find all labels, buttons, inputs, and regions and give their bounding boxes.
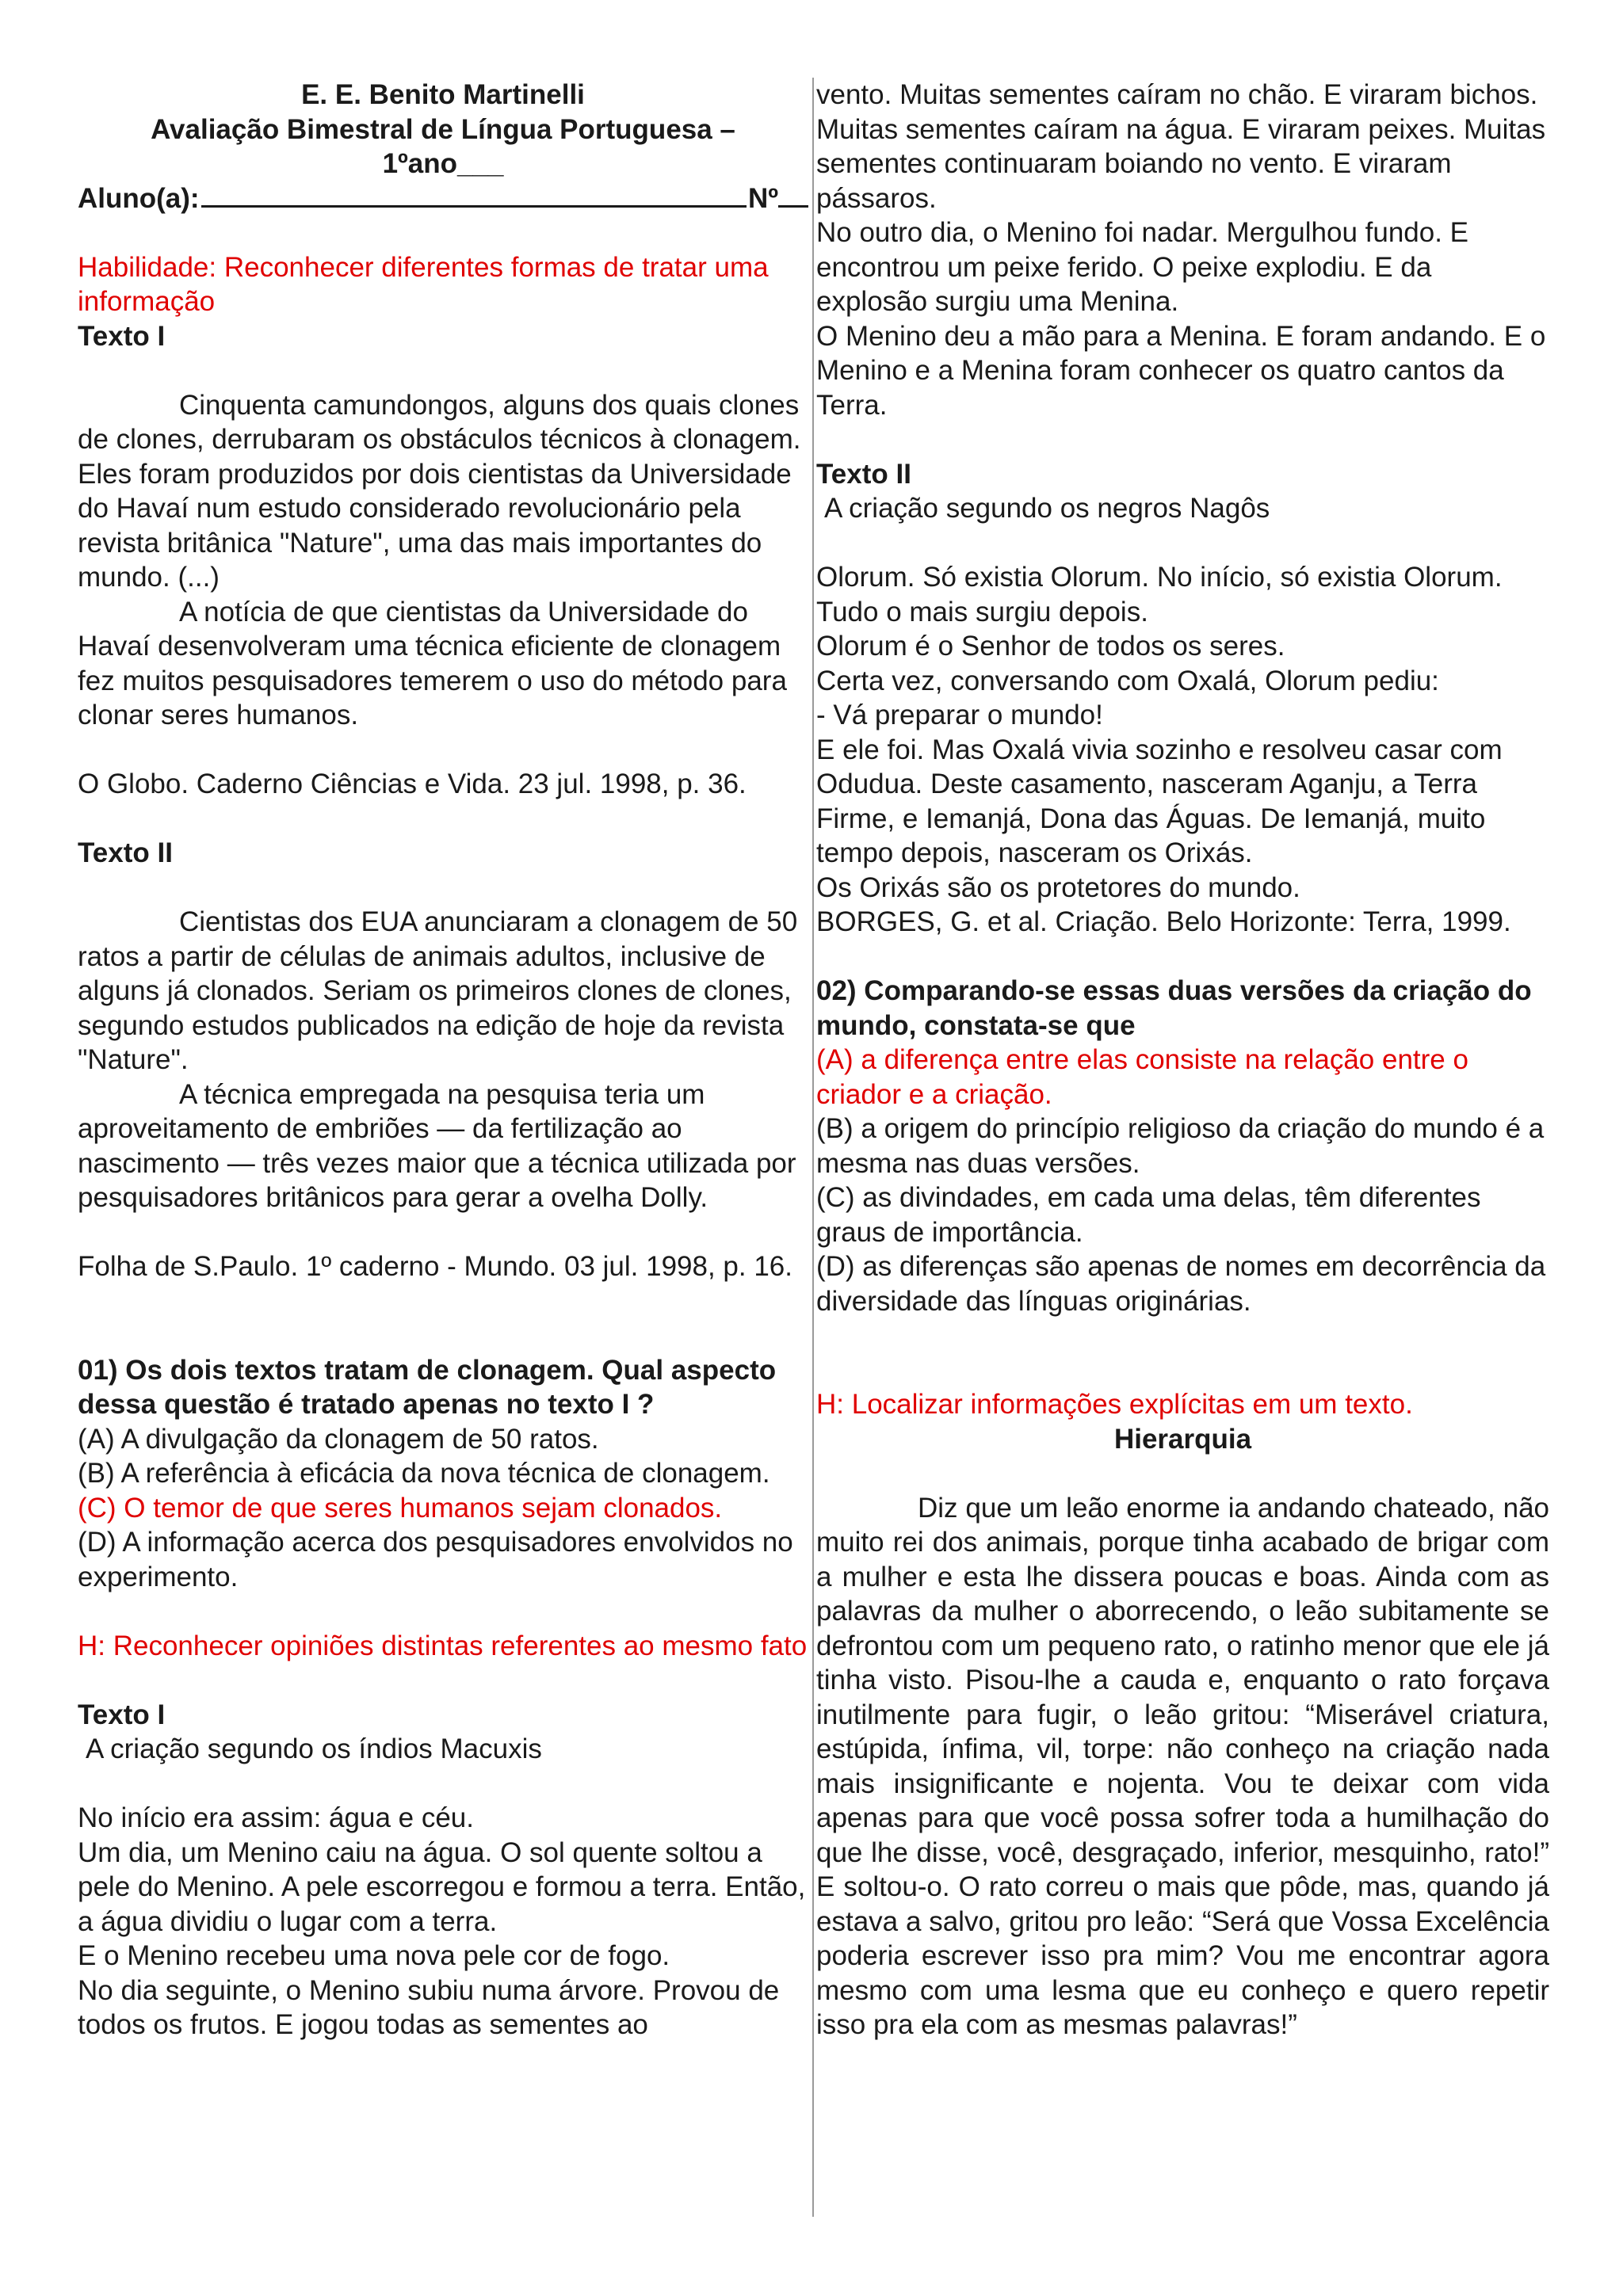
creation-text-2-line: - Vá preparar o mundo! <box>816 700 1103 730</box>
creation-text-1-title: Texto I <box>78 1699 166 1730</box>
text-2-source: Folha de S.Paulo. 1º caderno - Mundo. 03 jul. 1998, p. 16. <box>78 1251 792 1282</box>
text-1-source: O Globo. Caderno Ciências e Vida. 23 jul. 1998, p. 36. <box>78 769 747 799</box>
story-paragraph: Diz que um leão enorme ia andando chateado, não muito rei dos animais, porque tinha acabado de brigar com a mulher e esta lhe dissera poucas e boas. Ainda com as palavras da mulher o aborrecendo, o leão subitamente se defrontou com um pequeno rato, o ratinho menor que ele já tinha visto. Pisou-lhe a cauda e, enquanto o rato forçava inutilmente para fugir, o leão gritou: “Miserável criatura, estúpida, ínfima, vil, torpe: não conheço na criação nada mais insignificante e nojenta. Vou te deixar com vida apenas para que você possa sofrer toda a humilhação do que lhe disse, você, desgraçado, inferior, mesquinho, rato!” E soltou-o. O rato correu o mais que pôde, mas, quando já estava a salvo, gritou pro leão: “Será que Vossa Excelência poderia escrever isso pra mim? Vou me encontrar agora mesmo com uma lesma que eu conheço e quero repetir isso pra ela com as mesmas palavras!” <box>816 1492 1549 2040</box>
student-name-field[interactable] <box>201 181 747 208</box>
question-2-option-a: (A) a diferença entre elas consiste na relação entre o criador e a criação. <box>816 1044 1468 1110</box>
creation-text-1-line: No início era assim: água e céu. <box>78 1802 474 1833</box>
student-label: Aluno(a): <box>78 182 200 214</box>
question-2-option-d: (D) as diferenças são apenas de nomes em decorrência da diversidade das línguas originárias. <box>816 1251 1546 1317</box>
left-column <box>78 78 808 2042</box>
creation-text-1-line-continued: vento. Muitas sementes caíram no chão. E viraram bichos. Muitas sementes caíram na água. E viraram peixes. Muitas sementes continuaram boiando no vento. E viraram pássaros. <box>816 79 1546 214</box>
text-1-title: Texto I <box>78 320 166 352</box>
creation-text-1-line: Um dia, um Menino caiu na água. O sol quente soltou a pele do Menino. A pele escorregou e formou a terra. Então, a água dividiu o lugar com a terra. <box>78 1836 806 1937</box>
creation-text-1-line: No dia seguinte, o Menino subiu numa árvore. Provou de todos os frutos. E jogou todas as sementes ao <box>78 1974 780 2040</box>
question-2-stem: 02) Comparando-se essas duas versões da criação do mundo, constata-se que <box>816 975 1532 1041</box>
skill-3: H: Localizar informações explícitas em um texto. <box>816 1389 1413 1420</box>
creation-text-1-line: No outro dia, o Menino foi nadar. Mergulhou fundo. E encontrou um peixe ferido. O peixe explodiu. E da explosão surgiu uma Menina. <box>816 217 1469 317</box>
creation-text-2-line: Tudo o mais surgiu depois. <box>816 596 1148 627</box>
number-label: Nº <box>747 182 778 214</box>
skill-2: H: Reconhecer opiniões distintas referentes ao mesmo fato <box>78 1630 808 1661</box>
question-1-option-b: (B) A referência à eficácia da nova técnica de clonagem. <box>78 1458 770 1489</box>
text-2-paragraph-1: Cientistas dos EUA anunciaram a clonagem de 50 ratos a partir de células de animais adultos, inclusive de alguns já clonados. Seriam os primeiros clones de clones, segundo estudos publicados na edição de hoje da revista "Nature". <box>78 906 798 1075</box>
question-2-option-b: (B) a origem do princípio religioso da criação do mundo é a mesma nas duas versões. <box>816 1113 1545 1179</box>
column-divider <box>812 78 814 2217</box>
right-column <box>816 78 1549 2042</box>
creation-text-2-source: BORGES, G. et al. Criação. Belo Horizonte: Terra, 1999. <box>816 906 1511 937</box>
exam-title: Avaliação Bimestral de Língua Portuguesa – <box>151 113 735 145</box>
text-1-paragraph-2: A notícia de que cientistas da Universidade do Havaí desenvolveram uma técnica eficiente de clonagem fez muitos pesquisadores temerem o uso do método para clonar seres humanos. <box>78 596 787 730</box>
story-title: Hierarquia <box>1113 1423 1252 1455</box>
creation-text-1-subtitle: A criação segundo os índios Macuxis <box>86 1733 542 1764</box>
question-1-option-c: (C) O temor de que seres humanos sejam clonados. <box>78 1492 723 1524</box>
question-1-option-a: (A) A divulgação da clonagem de 50 ratos. <box>78 1423 599 1455</box>
grade-label: 1ºano___ <box>382 148 504 179</box>
school-name: E. E. Benito Martinelli <box>301 79 585 110</box>
student-line <box>78 181 808 216</box>
text-1-paragraph-1: Cinquenta camundongos, alguns dos quais clones de clones, derrubaram os obstáculos técnicos à clonagem. Eles foram produzidos por dois cientistas da Universidade do Havaí num estudo considerado revolucionário pela revista britânica "Nature", uma das mais importantes do mundo. (...) <box>78 389 801 593</box>
skill-1: Habilidade: Reconhecer diferentes formas de tratar uma informação <box>78 251 769 317</box>
text-2-title: Texto II <box>78 837 173 868</box>
question-1-stem: 01) Os dois textos tratam de clonagem. Qual aspecto dessa questão é tratado apenas no texto I ? <box>78 1354 777 1420</box>
question-2-option-c: (C) as divindades, em cada uma delas, têm diferentes graus de importância. <box>816 1182 1481 1248</box>
creation-text-2-line: Olorum. Só existia Olorum. No início, só existia Olorum. <box>816 562 1503 593</box>
question-1-option-d: (D) A informação acerca dos pesquisadores envolvidos no experimento. <box>78 1527 793 1592</box>
creation-text-2-line: E ele foi. Mas Oxalá vivia sozinho e resolveu casar com Odudua. Deste casamento, nasceram Aganju, a Terra Firme, e Iemanjá, Dona das Águas. De Iemanjá, muito tempo depois, nasceram os Orixás. <box>816 734 1503 868</box>
creation-text-2-line: Certa vez, conversando com Oxalá, Olorum pediu: <box>816 665 1439 696</box>
creation-text-1-line: O Menino deu a mão para a Menina. E foram andando. E o Menino e a Menina foram conhecer os quatro cantos da Terra. <box>816 320 1546 421</box>
creation-text-2-line: Olorum é o Senhor de todos os seres. <box>816 631 1285 662</box>
creation-text-1-line: E o Menino recebeu uma nova pele cor de fogo. <box>78 1940 670 1971</box>
creation-text-2-line: Os Orixás são os protetores do mundo. <box>816 871 1300 903</box>
number-field[interactable] <box>778 181 808 208</box>
creation-text-2-subtitle: A criação segundo os negros Nagôs <box>824 493 1270 524</box>
text-2-paragraph-2: A técnica empregada na pesquisa teria um aproveitamento de embriões — da fertilização ao nascimento — três vezes maior que a técnica utilizada por pesquisadores britânicos para gerar a ovelha Dolly. <box>78 1078 796 1213</box>
creation-text-2-title: Texto II <box>816 458 911 490</box>
